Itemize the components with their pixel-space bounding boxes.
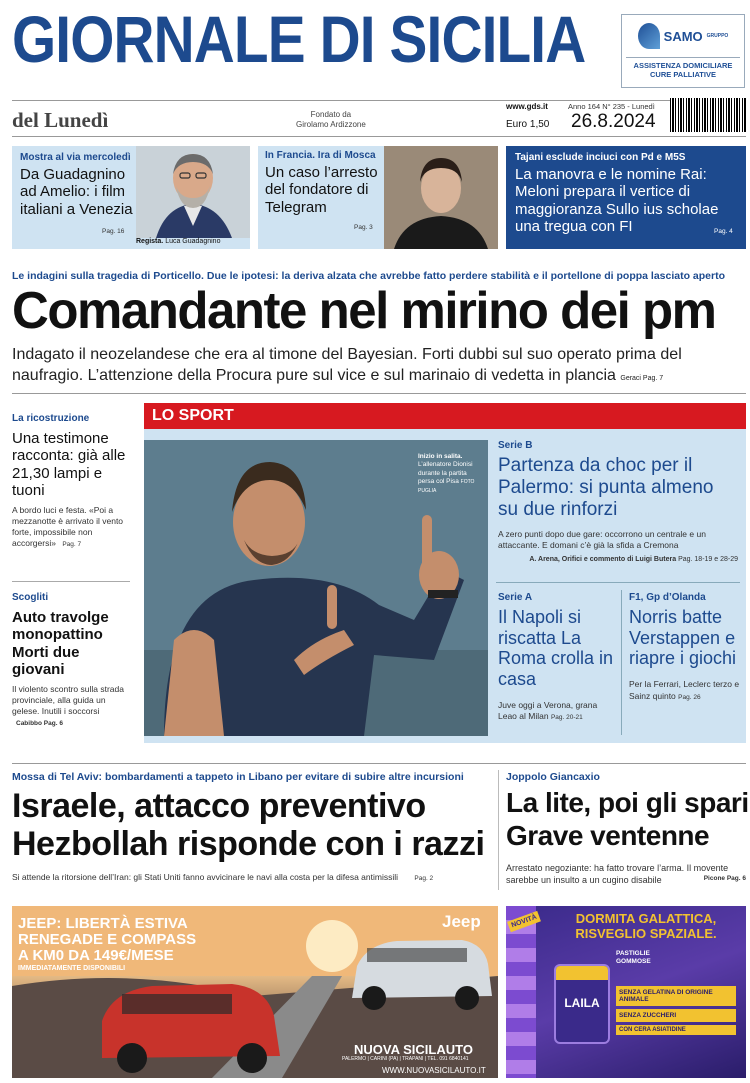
durov-photo [384,146,498,249]
issue-date: 26.8.2024 [571,111,656,132]
story-kicker: Scogliti [12,592,49,603]
divider [12,100,746,101]
jeep-logo: Jeep [442,912,481,931]
lead-standfirst-text: Indagato il neozelandese che era al timone del Bayesian. Forti dubbi sul suo operato prima del naufragio. L’attenzione della Procura pure sul vice e sul marinaio di vedetta in plancia [12,346,682,384]
story-body [12,684,130,729]
teaser-manovra[interactable] [506,146,746,249]
israel-standfirst-text: Si attende la ritorsione dell’Iran: gli Stati Uniti fanno avvicinare le navi alla costa per la difesa antimissili [12,872,398,882]
teaser-headline: Un caso l’arresto del fondatore di Telegram [265,164,378,216]
story-scogliti[interactable] [12,592,130,729]
divider [12,581,130,582]
joppolo-headline[interactable] [506,787,749,853]
dealer-info: PALERMO | CARINI (PA) | TRAPANI | TEL. 091 6840141 [342,1056,469,1062]
divider [12,136,746,137]
sport-header: LO SPORT [144,403,746,429]
ad-jeep[interactable] [12,906,498,1078]
dealer-web: WWW.NUOVASICILAUTO.IT [382,1066,486,1075]
story-kicker: F1, Gp d’Olanda [629,592,706,603]
lead-headline[interactable]: Comandante nel mirino dei pm [12,282,716,340]
teaser-kicker: Tajani esclude inciuci con Pd e M5S [515,152,686,163]
story-byline: A. Arena, Orifici e commento di Luigi Butera [529,556,677,564]
samo-logo [626,19,740,53]
story-body-text: A bordo luci e festa. «Poi a mezzanotte è arrivato il vento forte, impossibile non accorgersi» [12,505,124,549]
sport-photo-caption [418,453,484,495]
story-ricostruzione[interactable] [12,413,130,550]
teaser-headline: La manovra e le nomine Rai: Meloni prepara il vertice di maggioranza Sullo ius scholae una tregua con FI [515,166,719,235]
teaser-venezia[interactable] [12,146,250,249]
laila-jar [554,964,610,1044]
israel-headline-2: Hezbollah risponde con i razzi [12,825,485,864]
joppolo-kicker: Joppolo Giancaxio [506,771,600,783]
barcode [670,98,746,132]
story-f1[interactable] [629,592,741,702]
caption-credit: FOTO PUGLIA [418,479,475,494]
story-page: Pag. 18-19 e 28-29 [678,556,738,564]
story-serie-a[interactable] [498,592,614,723]
ad-line-4: IMMEDIATAMENTE DISPONIBILI [18,965,126,973]
israel-kicker: Mossa di Tel Aviv: bombardamenti a tappeto in Libano per evitare di subire altre incursioni [12,771,464,783]
story-headline: Partenza da choc per il Palermo: si punta almeno su due rinforzi [498,455,714,520]
ad-line-2: RISVEGLIO SPAZIALE. [575,925,717,941]
story-body-text: Il violento scontro sulla strada provinciale, alla guida un gelese. Inutili i soccorsi [12,684,124,717]
story-kicker: La ricostruzione [12,413,90,424]
issue-info: Anno 164 N° 235 - Lunedì [568,102,655,111]
story-headline: Auto travolge monopattino Morti due giovani [12,609,109,678]
story-body: A zero punti dopo due gare: occorrono un centrale e un attaccante. E domani c’è già la sfida a Cremona [498,528,706,550]
story-page: Pag. 7 [62,541,82,549]
samo-brand: SAMO [663,28,703,44]
teaser-telegram[interactable] [258,146,498,249]
story-headline: Una testimone racconta: già alle 21,30 lampi e tuoni [12,430,126,499]
teaser-page: Pag. 4 [714,228,733,235]
jar-lid [556,966,608,980]
laila-brand: LAILA [564,996,600,1010]
story-kicker: Serie A [498,592,533,603]
joppolo-headline-1: La lite, poi gli spari [506,787,749,818]
ad-line-1: JEEP: LIBERTÀ ESTIVA [18,915,188,932]
joppolo-standfirst [506,863,746,886]
samo-tagline: ASSISTENZA DOMICILIARE CURE PALLIATIVE [626,57,740,79]
ad-laila[interactable] [506,906,746,1078]
story-kicker: Serie B [498,440,533,451]
story-body: Per la Ferrari, Leclerc terzo e Sainz quinto [629,679,740,701]
divider [496,582,740,583]
story-page: Pag. 20-21 [550,714,583,722]
ad-product-type: PASTIGLIE GOMMOSE [616,950,651,965]
caption-name: Luca Guadagnino [165,238,221,245]
teaser-page: Pag. 3 [354,224,373,231]
site-url[interactable]: www.gds.it [506,102,548,111]
ad-line-2: RENEGADE E COMPASS [18,930,197,948]
ad-claim-2: SENZA ZUCCHERI [616,1009,736,1022]
story-body: Juve oggi a Verona, grana Leao al Milan [498,699,598,722]
story-serie-b[interactable] [498,440,738,563]
ad-claim-3: CON CERA ASIATIDINE [616,1025,736,1035]
israel-page: Pag. 2 [414,875,434,882]
ad-line-3: A KM0 DA 149€/MESE [18,946,174,964]
sponsor-box[interactable] [621,14,745,88]
ad-claim-1: SENZA GELATINA DI ORIGINE ANIMALE [616,986,736,1006]
israel-headline[interactable] [12,787,484,863]
divider [498,770,499,890]
masthead-title: GIORNALE DI SICILIA [12,2,586,76]
guadagnino-photo [136,146,250,238]
teaser-kicker: Mostra al via mercoledì [20,152,131,163]
israel-headline-1: Israele, attacco preventivo [12,787,426,825]
samo-brand-sub: GRUPPO [706,33,729,39]
joppolo-byline: Picone Pag. 6 [703,874,746,882]
dealer-name: NUOVA SICILAUTO [354,1042,473,1057]
caption-label: Regista. [136,238,164,245]
edition-name: del Lunedì [12,108,109,132]
story-headline: Il Napoli si riscatta La Roma crolla in casa [498,607,614,690]
price: Euro 1,50 [506,119,550,130]
israel-standfirst [12,872,433,882]
caption-text: L’allenatore Dionisi durante la partita persa col Pisa [418,461,473,486]
lead-kicker: Le indagini sulla tragedia di Porticello. Due le ipotesi: la deriva alzata che avrebbe fatto perdere stabilità e il portellone di poppa lasciato aperto [12,270,726,282]
lead-standfirst [12,345,746,387]
story-headline: Norris batte Verstappen e riapre i giochi [629,607,737,669]
ad-line-1: DORMITA GALATTICA, [575,911,717,926]
lead-byline: Geraci Pag. 7 [620,374,664,382]
story-byline: Cabibbo Pag. 6 [16,720,63,728]
teaser-headline: Da Guadagnino ad Amelio: i film italiani a Venezia [20,166,133,218]
story-body [12,505,130,550]
story-page: Pag. 26 [678,693,701,701]
samo-mark-icon [638,23,660,49]
ad-badge: NOVITÀ [507,911,541,932]
teaser-kicker: In Francia. Ira di Mosca [265,150,376,161]
teaser-page: Pag. 16 [102,228,125,235]
joppolo-standfirst-text: Arrestato negoziante: ha fatto trovare l’arma. Il movente sarebbe un insulto a un cugino disabile [506,863,729,885]
founded-note: Fondato da Girolamo Ardizzone [296,110,366,130]
divider [12,763,746,764]
caption-bold: Inizio in salita. [418,453,463,460]
divider [621,590,622,735]
divider [12,393,746,394]
joppolo-headline-2: Grave ventenne [506,819,710,851]
